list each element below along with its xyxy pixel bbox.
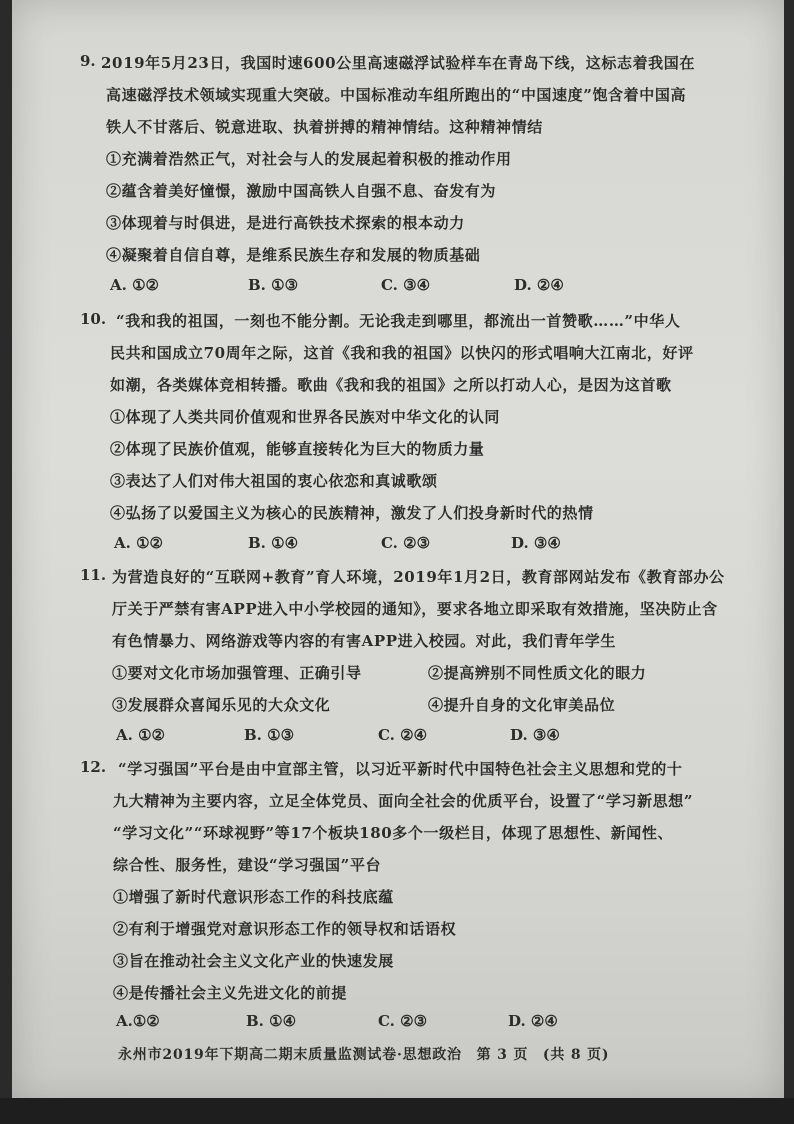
statement: ③发展群众喜闻乐见的大众文化 [112, 696, 331, 714]
question-stem-line: 高速磁浮技术领域实现重大突破。中国标准动车组所跑出的“中国速度”饱含着中国高 [106, 86, 687, 104]
question-stem-line: “学习文化”“环球视野”等17个板块180多个一级栏目，体现了思想性、新闻性、 [113, 824, 674, 842]
option-b: B. ①④ [248, 534, 299, 552]
statement: ①充满着浩然正气，对社会与人的发展起着积极的推动作用 [106, 150, 512, 168]
question-stem-line: 2019年5月23日，我国时速600公里高速磁浮试验样车在青岛下线，这标志着我国在 [101, 54, 695, 72]
option-c: C. ②③ [381, 534, 431, 552]
option-d: D. ③④ [510, 726, 560, 744]
question-number: 11. [80, 566, 107, 584]
statement: ②蕴含着美好憧憬，激励中国高铁人自强不息、奋发有为 [106, 182, 497, 200]
statement: ③旨在推动社会主义文化产业的快速发展 [113, 952, 394, 970]
statement: ④是传播社会主义先进文化的前提 [113, 984, 348, 1002]
option-b: B. ①③ [248, 276, 299, 294]
statement: ④弘扬了以爱国主义为核心的民族精神，激发了人们投身新时代的热情 [110, 504, 594, 522]
question-stem-line: 为营造良好的“互联网+教育”育人环境，2019年1月2日，教育部网站发布《教育部办公 [112, 568, 725, 586]
statement: ②提高辨别不同性质文化的眼力 [428, 664, 647, 682]
statement: ①增强了新时代意识形态工作的科技底蕴 [113, 888, 394, 906]
statement: ②有利于增强党对意识形态工作的领导权和话语权 [113, 920, 457, 938]
option-c: C. ③④ [381, 276, 431, 294]
statement: ④提升自身的文化审美品位 [428, 696, 616, 714]
question-number: 12. [80, 758, 107, 776]
option-a: A. ①② [114, 534, 163, 552]
statement: ①要对文化市场加强管理、正确引导 [112, 664, 362, 682]
question-stem-line: 民共和国成立70周年之际，这首《我和我的祖国》以快闪的形式唱响大江南北，好评 [110, 344, 694, 362]
question-stem-line: 如潮，各类媒体竞相转播。歌曲《我和我的祖国》之所以打动人心，是因为这首歌 [110, 376, 672, 394]
option-b: B. ①③ [244, 726, 295, 744]
question-stem-line: 厅关于严禁有害APP进入中小学校园的通知》，要求各地立即采取有效措施，坚决防止含 [112, 600, 718, 618]
statement: ③体现着与时俱进，是进行高铁技术探索的根本动力 [106, 214, 465, 232]
option-a: A.①② [116, 1012, 160, 1030]
question-stem-line: 铁人不甘落后、锐意进取、执着拼搏的精神情结。这种精神情结 [106, 118, 543, 136]
option-c: C. ②③ [378, 1012, 428, 1030]
question-stem-line: 有色情暴力、网络游戏等内容的有害APP进入校园。对此，我们青年学生 [112, 632, 616, 650]
question-stem-line: 综合性、服务性，建设“学习强国”平台 [113, 856, 382, 874]
question-stem-line: 九大精神为主要内容，立足全体党员、面向全社会的优质平台，设置了“学习新思想” [113, 792, 694, 810]
option-c: C. ②④ [378, 726, 428, 744]
statement: ②体现了民族价值观，能够直接转化为巨大的物质力量 [110, 440, 485, 458]
option-a: A. ①② [110, 276, 159, 294]
scan-edge [0, 1098, 794, 1124]
statement: ④凝聚着自信自尊，是维系民族生存和发展的物质基础 [106, 246, 481, 264]
page-footer: 永州市2019年下期高二期末质量监测试卷·思想政治 第 3 页 (共 8 页) [118, 1047, 610, 1063]
question-stem-line: “学习强国”平台是由中宣部主管，以习近平新时代中国特色社会主义思想和党的十 [118, 760, 683, 778]
option-d: D. ③④ [511, 534, 561, 552]
option-b: B. ①④ [246, 1012, 297, 1030]
option-d: D. ②④ [508, 1012, 558, 1030]
question-stem-line: “我和我的祖国，一刻也不能分割。无论我走到哪里，都流出一首赞歌……”中华人 [116, 312, 681, 330]
statement: ①体现了人类共同价值观和世界各民族对中华文化的认同 [110, 408, 501, 426]
option-a: A. ①② [116, 726, 165, 744]
question-number: 9. [80, 52, 96, 70]
statement: ③表达了人们对伟大祖国的衷心依恋和真诚歌颂 [110, 472, 438, 490]
question-number: 10. [80, 310, 107, 328]
option-d: D. ②④ [514, 276, 564, 294]
